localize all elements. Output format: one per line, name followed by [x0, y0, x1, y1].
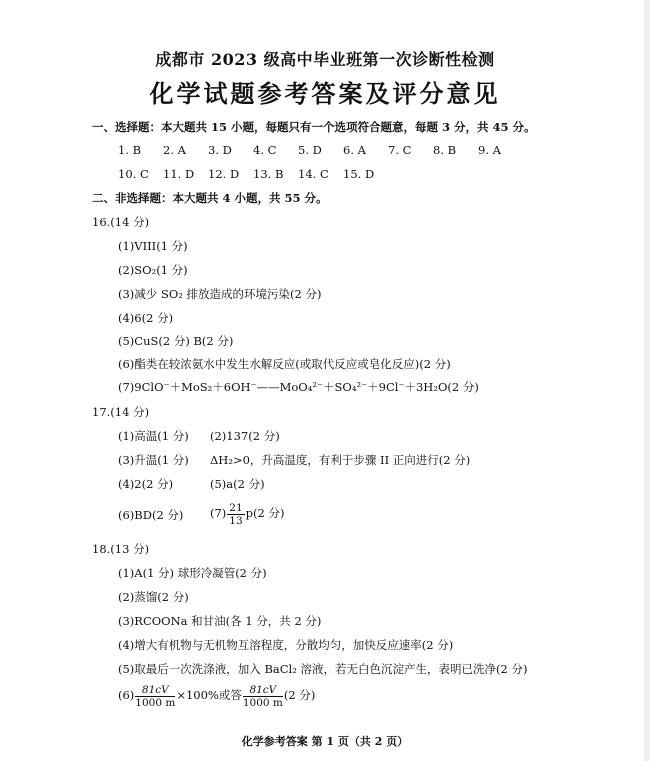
q16-item: (5)CuS(2 分) B(2 分): [118, 334, 234, 348]
fraction: [227, 502, 244, 527]
section1-heading: 一、选择题：本大题共 15 小题，每题只有一个选项符合题意，每题 3 分，共 45 分。: [92, 120, 536, 134]
mc-answer: 1. B: [118, 143, 142, 157]
exam-title: 成都市 2023 级高中毕业班第一次诊断性检测: [155, 50, 495, 69]
q17-item: (5)a(2 分): [210, 477, 265, 491]
q16-item: (4)6(2 分): [118, 311, 174, 325]
q16-item: (3)减少 SO₂ 排放造成的环境污染(2 分): [118, 287, 322, 301]
q17-label: (7): [210, 506, 227, 520]
mc-answer: 15. D: [343, 167, 375, 181]
q18-item: (4)增大有机物与无机物互溶程度，分散均匀，加快反应速率(2 分): [118, 638, 454, 652]
mc-answer: 12. D: [208, 167, 240, 181]
page-edge: [644, 0, 650, 761]
page-footer: 化学参考答案 第 1 页（共 2 页）: [241, 735, 409, 748]
q16-item: (2)SO₂(1 分): [118, 263, 188, 277]
mc-answer: 6. A: [343, 143, 366, 157]
q17-item: ΔH₂>0，升高温度，有利于步骤 II 正向进行(2 分): [210, 453, 471, 467]
q18-item: (5)取最后一次洗涤液，加入 BaCl₂ 溶液，若无白色沉淀产生，表明已洗净(2 分): [118, 662, 528, 676]
mc-answer: 9. A: [478, 143, 501, 157]
q16-item: (6)酯类在较浓氨水中发生水解反应(或取代反应或皂化反应)(2 分): [118, 357, 451, 371]
q18-item: (1)A(1 分) 球形冷凝管(2 分): [118, 566, 267, 580]
q17-item-fraction: [210, 498, 284, 528]
q18-mid: ×100%或答: [176, 688, 242, 702]
q18-item-fraction: [118, 680, 315, 710]
q18-heading: 18.(13 分): [92, 542, 150, 556]
q17-item: (3)升温(1 分): [118, 453, 189, 467]
mc-answer: 2. A: [163, 143, 186, 157]
q17-item: (6)BD(2 分): [118, 508, 184, 522]
fraction-numerator: 21: [229, 501, 243, 514]
fraction: [135, 684, 175, 709]
q17-heading: 17.(14 分): [92, 405, 150, 419]
fraction: [243, 684, 283, 709]
mc-answer: 14. C: [298, 167, 329, 181]
q18-suffix: (2 分): [283, 688, 316, 702]
mc-answer: 4. C: [253, 143, 277, 157]
mc-answer: 7. C: [388, 143, 412, 157]
mc-answer: 11. D: [163, 167, 195, 181]
q17-item: (1)高温(1 分): [118, 429, 189, 443]
fraction-numerator: 81cV: [243, 684, 283, 697]
fraction-denominator: 1000 m: [242, 696, 283, 709]
q17-item: (2)137(2 分): [210, 429, 280, 443]
mc-answer: 3. D: [208, 143, 232, 157]
section2-heading: 二、非选择题：本大题共 4 小题，共 55 分。: [92, 191, 328, 205]
q17-item: (4)2(2 分): [118, 477, 174, 491]
q18-item: (3)RCOONa 和甘油(各 1 分，共 2 分): [118, 614, 322, 628]
fraction-numerator: 81cV: [135, 684, 175, 697]
q18-item: (2)蒸馏(2 分): [118, 590, 189, 604]
mc-answer: 13. B: [253, 167, 284, 181]
q16-heading: 16.(14 分): [92, 215, 150, 229]
mc-answer: 10. C: [118, 167, 149, 181]
fraction-denominator: 1000 m: [135, 696, 176, 709]
answer-key-title: 化学试题参考答案及评分意见: [149, 79, 501, 108]
mc-answer: 5. D: [298, 143, 322, 157]
q16-item: (7)9ClO⁻＋MoS₂＋6OH⁻——MoO₄²⁻＋SO₄²⁻＋9Cl⁻＋3H₂O(2 分): [118, 380, 479, 394]
q16-item: (1)VIII(1 分): [118, 239, 188, 253]
q18-label: (6): [118, 688, 135, 702]
q17-suffix: p(2 分): [245, 506, 285, 520]
mc-answer: 8. B: [433, 143, 457, 157]
fraction-denominator: 13: [229, 514, 243, 527]
